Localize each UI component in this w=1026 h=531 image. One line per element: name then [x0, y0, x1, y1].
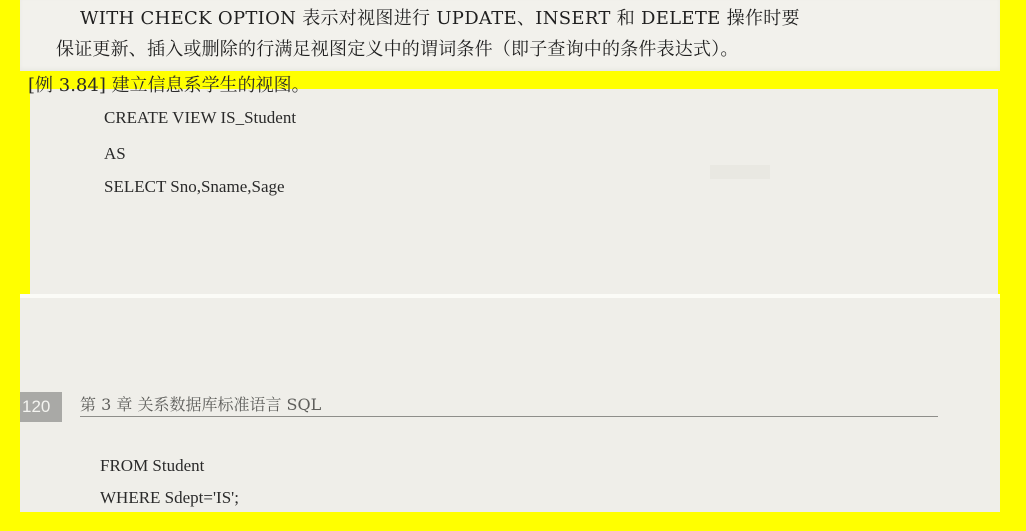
chapter-header: 第 3 章 关系数据库标准语言 SQL	[80, 395, 322, 414]
code-line-from: FROM Student	[100, 456, 205, 475]
header-rule-line	[80, 416, 938, 417]
paragraph-line-2: 保证更新、插入或删除的行满足视图定义中的谓词条件（即子查询中的条件表达式）。	[56, 39, 739, 60]
example-heading-cutoff: [例 3.84] 建立信息系学生的视图。	[28, 75, 310, 96]
bleed-through-mark	[710, 165, 770, 179]
code-line-as: AS	[104, 144, 126, 163]
top-text-panel	[20, 0, 1000, 71]
code-line-create-view: CREATE VIEW IS_Student	[104, 108, 297, 127]
code-line-where: WHERE Sdept='IS';	[100, 488, 239, 507]
paragraph-line-1: WITH CHECK OPTION 表示对视图进行 UPDATE、INSERT 和 DELETE 操作时要	[80, 8, 800, 29]
bottom-page-panel	[20, 298, 1000, 512]
middle-code-panel	[28, 75, 998, 294]
code-line-select: SELECT Sno,Sname,Sage	[104, 177, 285, 196]
page-number-badge: 120	[20, 392, 62, 422]
